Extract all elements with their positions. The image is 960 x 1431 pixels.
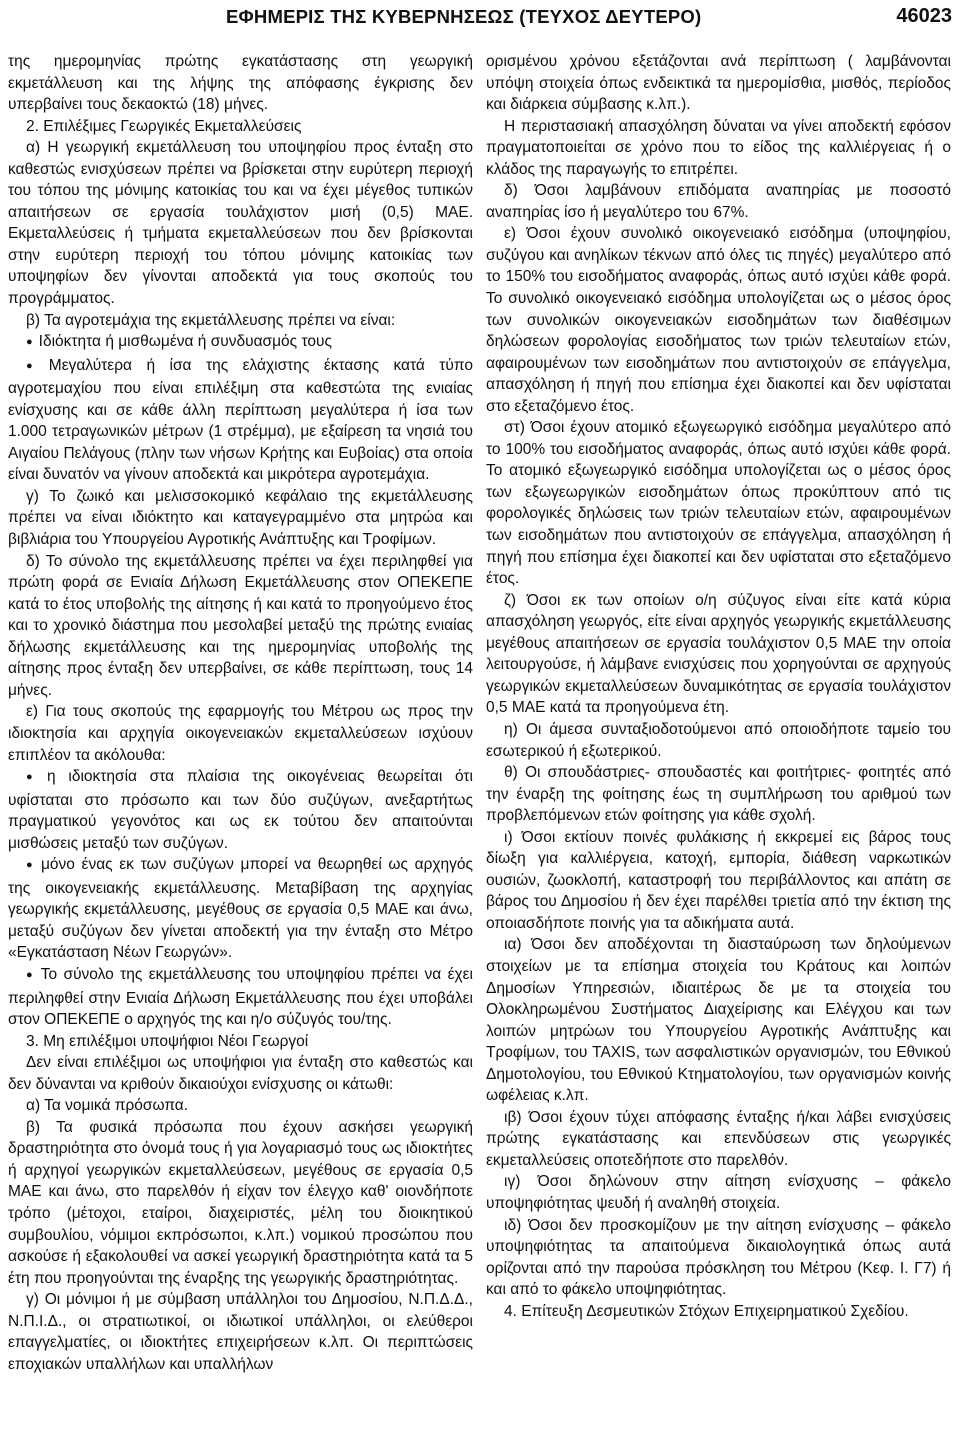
paragraph: ια) Όσοι δεν αποδέχονται τη διασταύρωση των δηλούμενων στοιχείων με τα επίσημα στοιχεία του Κράτους και λοιπών Δημοσίων Υπηρεσιών, ιδιαιτέρως δε με τα στοιχεία του Ολοκληρωμένου Συστήματος Διαχείρισης και Ελέγχου και των λοιπών μητρώων του Υπουργείου Αγροτικής Ανάπτυξης και Τροφίμων, του TAXIS, των ασφαλιστικών οργανισμών, του Εθνικού Δημοτολογίου, του Εθνικού Κτηματολογίου, των οργανισμών κοινής ωφέλειας κ.λπ. — [486, 936, 951, 1105]
page-header — [0, 0, 960, 36]
paragraph: α) Η γεωργική εκμετάλλευση του υποψηφίου προς ένταξη στο καθεστώς ενισχύσεων πρέπει να βρίσκεται στην ευρύτερη περιοχή του τόπου της μόνιμης κατοικίας του και να έχει μέγεθος τυπικών απαιτήσεων σε εργασία τουλάχιστον μισή (0,5) ΜΑΕ. Εκμεταλλεύσεις ή τμήματα εκμεταλλεύσεων που δεν βρίσκονται στην ευρύτερη περιοχή του τόπου μόνιμης κατοικίας των υποψηφίων δεν γίνονται αποδεκτά για τους σκοπούς του προγράμματος. — [8, 139, 473, 308]
paragraph: Η περιστασιακή απασχόληση δύναται να γίνει αποδεκτή εφόσον πραγματοποιείται σε χρόνο που το είδος της καλλιέργειας ή ο κλάδος της παραγωγής το επιτρέπει. — [486, 117, 951, 178]
paragraph: β) Τα φυσικά πρόσωπα που έχουν ασκήσει γεωργική δραστηριότητα στο όνομά τους ή για λογαριασμό τους ως ιδιοκτήτες ή αρχηγοί γεωργικών εκμεταλλεύσεων, μεγέθους σε εργασία 0,5 ΜΑΕ και άνω, στο παρελθόν ή είχαν τον έλεγχο καθ' οιονδήποτε τρόπο (μέτοχοι, εταίροι, διαχειριστές, μέλη του διοικητικού συμβουλίου, νόμιμοι εκπρόσωποι, κ.λπ.) νομικού προσώπου που ασκούσε ή εξακολουθεί να ασκεί γεωργική δραστηριότητα κατά τα 5 έτη που προηγούνται της έναρξης της γεωργικής δραστηριότητας. — [8, 1118, 473, 1287]
paragraph: ζ) Όσοι εκ των οποίων ο/η σύζυγος είναι είτε κατά κύρια απασχόληση γεωργός, είτε είναι αρχηγός γεωργικής εκμετάλλευσης μεγέθους απαιτήσεων σε εργασία τουλάχιστον 0,5 ΜΑΕ την οποία λειτουργούσε, ή λάμβανε ενισχύσεις που χορηγούνται σε αρχηγούς γεωργικών εκμεταλλεύσεων δυναμικότητας σε εργασία τουλάχιστον 0,5 ΜΑΕ κατά τα προηγούμενα έτη. — [486, 591, 951, 717]
page-number: 46023 — [896, 5, 952, 27]
paragraph: ι) Όσοι εκτίουν ποινές φυλάκισης ή εκκρεμεί εις βάρος τους δίωξη για καλλιέργεια, κατοχή, εμπορία, διάθεση ναρκωτικών ουσιών, ζωοκλοπή, καταστροφή του περιβάλλοντος και απάτη σε βάρος του Δημοσίου ή δεν έχει παρέλθει τριετία από την έκτιση της οποιασδήποτε ποινής για τα αδικήματα αυτά. — [486, 828, 951, 932]
paragraph: ● Ιδιόκτητα ή μισθωμένα ή συνδυασμός τους — [8, 331, 473, 355]
paragraph: ● Το σύνολο της εκμετάλλευσης του υποψηφίου πρέπει να έχει περιληφθεί στην Ενιαία Δήλωση Εκμετάλλευσης που έχει υποβάλει στον ΟΠΕΚΕΠΕ ο αρχηγός της και η/ο σύζυγός του/της. — [8, 964, 473, 1031]
paragraph: α) Τα νομικά πρόσωπα. — [26, 1097, 189, 1115]
paragraph: 4. Επίτευξη Δεσμευτικών Στόχων Επιχειρηματικού Σχεδίου. — [504, 1302, 909, 1320]
paragraph: Δεν είναι επιλέξιμοι ως υποψήφιοι για ένταξη στο καθεστώς και δεν δύνανται να κριθούν δικαιούχοι ενίσχυσης οι κάτωθι: — [8, 1054, 473, 1093]
paragraph: ● η ιδιοκτησία στα πλαίσια της οικογένειας θεωρείται ότι υφίσταται στο πρόσωπο και των δύο συζύγων, ανεξαρτήτως πραγματικού γεγονότος και ως εκ τούτου δεν απαιτούνται μισθώσεις μεταξύ των συζύγων. — [8, 766, 473, 854]
paragraph: 2. Επιλέξιμες Γεωργικές Εκμεταλλεύσεις — [26, 117, 302, 135]
paragraph: δ) Το σύνολο της εκμετάλλευσης πρέπει να έχει περιληφθεί για πρώτη φορά σε Ενιαία Δήλωση Εκμετάλλευσης στον ΟΠΕΚΕΠΕ κατά το έτος υποβολής της αίτησης ή και κατά το προηγούμενο έτος και το χρονικό διάστημα που μεσολαβεί μεταξύ της πρώτης ενιαίας δήλωσης εκμετάλλευσης και της ημερομηνίας υποβολής της αίτησης προς ένταξη δεν υπερβαίνει, σε κάθε περίπτωση, τους 14 μήνες. — [8, 552, 473, 699]
paragraph: θ) Οι σπουδάστριες- σπουδαστές και φοιτήτριες- φοιτητές από την έναρξη της φοίτησης έως τη συμπλήρωση του αριθμού των προβλεπόμενων ετών φοίτησης για κάθε σχολή. — [486, 764, 951, 825]
paragraph: γ) Το ζωικό και μελισσοκομικό κεφάλαιο της εκμετάλλευσης πρέπει να είναι ιδιόκτητο και καταγεγραμμένο στα μητρώα και βιβλιάρια του Υπουργείου Αγροτικής Ανάπτυξης και Τροφίμων. — [8, 487, 473, 549]
paragraph: ● μόνο ένας εκ των συζύγων μπορεί να θεωρηθεί ως αρχηγός της οικογενειακής εκμετάλλευσης. Μεταβίβαση της αρχηγίας γεωργικής εκμετάλλευσης, μεγέθους σε εργασία 0,5 ΜΑΕ και άνω, μεταξύ συζύγων δεν γίνεται αποδεκτή για την ένταξη στο Μέτρο «Εγκατάσταση Νέων Γεωργών». — [8, 854, 473, 964]
paragraph: ● Μεγαλύτερα ή ίσα της ελάχιστης έκτασης κατά τύπο αγροτεμαχίου που είναι επιλέξιμη στα καθεστώτα της ενιαίας ενίσχυσης και σε κάθε άλλη περίπτωση μεγαλύτερα ή ίσα των 1.000 τετραγωνικών μέτρων (1 στρέμμα), με εξαίρεση τα νησιά του Αιγαίου Πελάγους (πλην των νήσων Κρήτης και Ευβοίας) στα οποία είναι δυνατόν να γίνουν αποδεκτά και μικρότερα αγροτεμάχια. — [8, 355, 473, 486]
paragraph: ορισμένου χρόνου εξετάζονται ανά περίπτωση ( λαμβάνονται υπόψη στοιχεία όπως ενδεικτικά τα ημερομίσθια, μισθός, περίοδος και διάρκεια σύμβασης κ.λπ.). — [486, 53, 951, 114]
paragraph: γ) Οι μόνιμοι ή με σύμβαση υπάλληλοι του Δημοσίου, Ν.Π.Δ.Δ., Ν.Π.Ι.Δ., οι στρατιωτικοί, οι ιδιωτικοί υπάλληλοι, οι ελεύθεροι επαγγελματίες, οι ιδιοκτήτες επιχειρήσεων κ.λπ. Οι περιπτώσεις εποχιακών υπαλλήλων και υπαλλήλων — [8, 1291, 473, 1373]
paragraph: της ημερομηνίας πρώτης εγκατάστασης στη γεωργική εκμετάλλευση και της λήψης της απόφασης έγκρισης δεν υπερβαίνει τους δεκαοκτώ (18) μήνες. — [8, 53, 473, 114]
paragraph: ιγ) Όσοι δηλώνουν στην αίτηση ενίσχυσης – φάκελο υποψηφιότητας ψευδή ή αναληθή στοιχεία. — [486, 1173, 951, 1212]
paragraph: β) Τα αγροτεμάχια της εκμετάλλευσης πρέπει να είναι: — [26, 311, 396, 329]
paragraph: ιδ) Όσοι δεν προσκομίζουν με την αίτηση ενίσχυσης – φάκελο υποψηφιότητας τα απαιτούμενα δικαιολογητικά όπως αυτά ορίζονται από την παρούσα πρόσκληση του Μέτρου (Κεφ. Ι. Γ7) ή και από το φάκελο υποψηφιότητας. — [486, 1216, 951, 1299]
paragraph: ε) Για τους σκοπούς της εφαρμογής του Μέτρου ως προς την ιδιοκτησία και αρχηγία οικογενειακών εκμεταλλεύσεων ισχύουν επιπλέον τα ακόλουθα: — [8, 703, 473, 764]
paragraph: δ) Όσοι λαμβάνουν επιδόματα αναπηρίας με ποσοστό αναπηρίας ίσο ή μεγαλύτερο του 67%. — [486, 182, 951, 221]
gazette-title: ΕΦΗΜΕΡΙΣ ΤΗΣ ΚΥΒΕΡΝΗΣΕΩΣ (ΤΕΥΧΟΣ ΔΕΥΤΕΡΟ) — [226, 6, 702, 27]
right-column — [486, 51, 951, 1322]
paragraph: στ) Όσοι έχουν ατομικό εξωγεωργικό εισόδημα μεγαλύτερο από το 100% του εισοδήματος αναφοράς, όπως αυτό ισχύει κάθε φορά. Το ατομικό εξωγεωργικό εισόδημα υπολογίζεται ως ο μέσος όρος των εξωγεωργικών εισοδημάτων όπως προκύπτουν από τις φορολογικές δηλώσεις των τριών τελευταίων ετών, αφαιρουμένων των εισοδημάτων που αντιστοιχούν σε επάγγελμα, απασχόληση ή πηγή που επίσημα έχει διακοπεί και δεν υφίσταται στο εξεταζόμενο έτος. — [486, 419, 951, 588]
left-column — [8, 51, 473, 1375]
paragraph: ε) Όσοι έχουν συνολικό οικογενειακό εισόδημα (υποψηφίου, συζύγου και ανηλίκων τέκνων από όλες τις πηγές) μεγαλύτερο από το 150% του εισοδήματος αναφοράς, όπως αυτό ισχύει κάθε φορά. Το συνολικό οικογενειακό εισόδημα υπολογίζεται ως ο μέσος όρος των συνολικών οικογενειακών εισοδημάτων των διαθέσιμων δηλώσεων φορολογίας εισοδήματος των τριών τελευταίων ετών, αφαιρουμένων των εισοδημάτων που αντιστοιχούν σε επάγγελμα, απασχόληση ή πηγή που επίσημα έχει διακοπεί και δεν υφίσταται στο εξεταζόμενο έτος. — [486, 225, 951, 415]
paragraph: 3. Μη επιλέξιμοι υποψήφιοι Νέοι Γεωργοί — [26, 1032, 309, 1050]
paragraph: ιβ) Όσοι έχουν τύχει απόφασης ένταξης ή/και λάβει ενισχύσεις πρώτης εγκατάστασης και επενδύσεων στις γεωργικές εκμεταλλεύσεις οποτεδήποτε στο παρελθόν. — [486, 1108, 951, 1169]
paragraph: η) Οι άμεσα συνταξιοδοτούμενοι από οποιοδήποτε ταμείο του εσωτερικού ή εξωτερικού. — [486, 720, 951, 760]
